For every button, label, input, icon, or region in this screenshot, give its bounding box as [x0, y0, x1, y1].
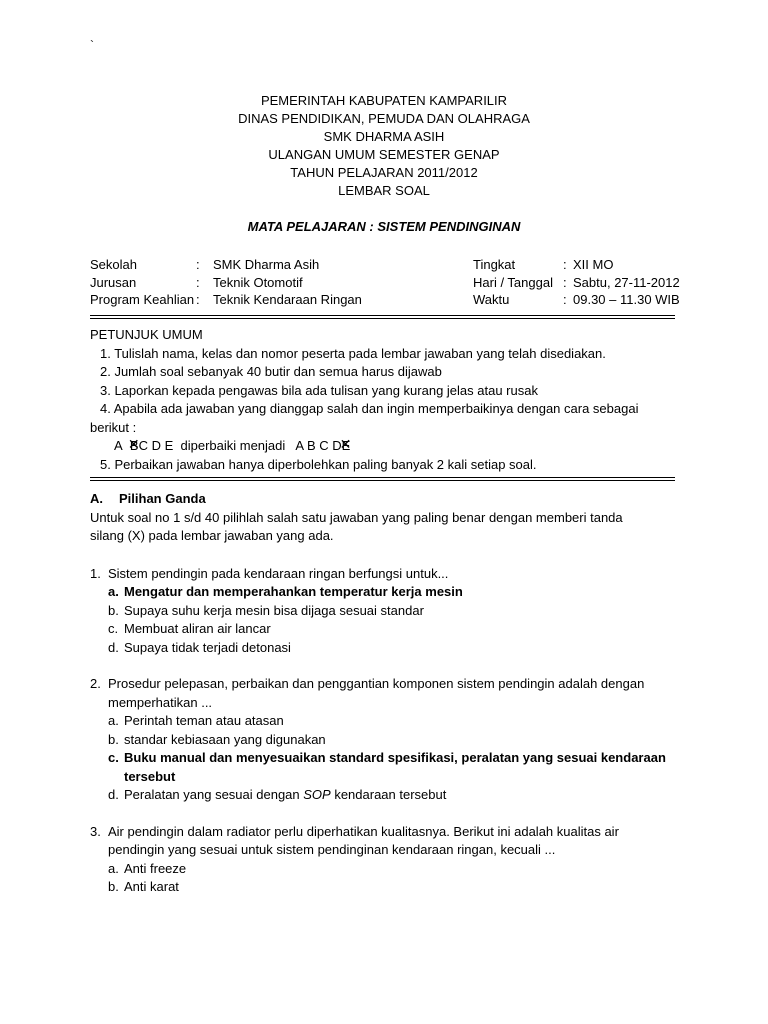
header-line: SMK DHARMA ASIH — [323, 129, 445, 144]
answer-option — [90, 583, 685, 602]
instruction-item: 5. Perbaikan jawaban hanya diperbolehkan paling banyak 2 kali setiap soal. — [100, 456, 537, 472]
option-letter: b. — [108, 731, 119, 747]
option-text: standar kebiasaan yang digunakan — [124, 731, 326, 747]
info-right — [473, 256, 680, 309]
instructions-title: PETUNJUK UMUM — [90, 327, 203, 342]
section-title — [90, 490, 685, 509]
question-text — [108, 675, 644, 712]
answer-option — [90, 602, 685, 621]
option-text: Anti karat — [124, 879, 179, 894]
question-line: Prosedur pelepasan, perbaikan dan penggantian komponen sistem pendingin adalah dengan — [108, 676, 645, 691]
question-line: memperhatikan ... — [108, 694, 213, 710]
info-colon: : — [196, 257, 200, 272]
answer-option — [90, 860, 685, 879]
option-letter: d. — [108, 639, 119, 655]
example-text: diperbaiki menjadi — [180, 438, 286, 453]
info-key: Program Keahlian — [90, 292, 195, 307]
info-row — [90, 274, 362, 292]
option-text: Perintah teman atau atasan — [124, 713, 284, 728]
crossed-option: E ✕ — [342, 437, 351, 456]
example-option: A B C D — [295, 438, 342, 453]
option-text: Anti freeze — [124, 860, 187, 876]
info-colon: : — [563, 257, 567, 272]
section-name: Pilihan Ganda — [119, 491, 206, 506]
info-colon: : — [196, 292, 200, 307]
info-value: XII MO — [573, 257, 614, 272]
general-instructions — [90, 326, 675, 474]
question-stem — [90, 565, 685, 584]
option-text: Supaya tidak terjadi detonasi — [124, 639, 291, 655]
subject-title: MATA PELAJARAN : SISTEM PENDINGINAN — [247, 219, 521, 234]
header-line: ULANGAN UMUM SEMESTER GENAP — [268, 147, 500, 162]
answer-option — [90, 620, 685, 639]
info-key: Tingkat — [473, 257, 516, 272]
option-letter: a. — [108, 584, 119, 599]
info-key: Hari / Tanggal — [473, 274, 553, 290]
divider-double-line — [90, 477, 675, 481]
info-value: Teknik Otomotif — [213, 274, 303, 290]
question-stem — [90, 823, 685, 860]
instruction-item: 1. Tulislah nama, kelas dan nomor peserta pada lembar jawaban yang telah disediakan. — [100, 345, 606, 361]
example-option: A — [114, 438, 123, 453]
section-number: A. — [90, 491, 103, 506]
header-line: PEMERINTAH KABUPATEN KAMPARILIR — [260, 93, 508, 108]
question-number: 2. — [90, 676, 101, 691]
info-colon: : — [196, 274, 200, 290]
question-number: 1. — [90, 565, 101, 581]
option-text — [124, 749, 666, 786]
option-text: Mengatur dan memperahankan temperatur kerja mesin — [124, 584, 463, 599]
option-fragment-italic: SOP — [303, 787, 331, 802]
option-letter: c. — [108, 750, 119, 765]
info-key: Waktu — [473, 292, 510, 307]
crossed-option: B ✕ — [130, 437, 139, 456]
question-line: pendingin yang sesuai untuk sistem pendinginan kendaraan ringan, kecuali ... — [108, 842, 556, 857]
divider-double-line — [90, 315, 675, 319]
info-key: Sekolah — [90, 257, 137, 272]
answer-option — [90, 749, 685, 786]
correction-example — [90, 437, 675, 456]
option-fragment: kendaraan tersebut — [330, 787, 447, 802]
question-text — [108, 823, 619, 860]
option-fragment: Peralatan yang sesuai dengan — [124, 787, 304, 802]
question-stem — [90, 675, 685, 712]
example-option: C D E — [138, 438, 174, 453]
answer-option — [90, 712, 685, 731]
instruction-item: 4. Apabila ada jawaban yang dianggap salah dan ingin memperbaikinya dengan cara sebagai — [100, 401, 639, 416]
option-line: Buku manual dan menyesuaikan standard spesifikasi, peralatan yang sesuai kendaraan — [124, 750, 666, 765]
answer-option — [90, 639, 685, 658]
document-header — [90, 92, 678, 200]
stray-mark: ` — [90, 38, 94, 52]
info-row — [473, 291, 680, 309]
instruction-item: 3. Laporkan kepada pengawas bila ada tulisan yang kurang jelas atau rusak — [100, 382, 538, 398]
option-letter: a. — [108, 713, 119, 728]
instruction-item: 2. Jumlah soal sebanyak 40 butir dan semua harus dijawab — [100, 364, 442, 379]
answer-option — [90, 731, 685, 750]
option-text: Supaya suhu kerja mesin bisa dijaga sesuai standar — [124, 602, 424, 618]
option-letter: c. — [108, 621, 119, 636]
section-intro: Untuk soal no 1 s/d 40 pilihlah salah satu jawaban yang paling benar dengan memberi tanda — [90, 509, 623, 525]
option-letter: b. — [108, 602, 119, 618]
info-colon: : — [563, 274, 567, 290]
answer-option — [90, 878, 685, 897]
header-line: DINAS PENDIDIKAN, PEMUDA DAN OLAHRAGA — [238, 111, 530, 126]
info-row — [90, 256, 362, 274]
question — [90, 823, 685, 897]
info-left — [90, 256, 362, 309]
info-value: SMK Dharma Asih — [213, 257, 320, 272]
question — [90, 675, 685, 805]
info-value: Sabtu, 27-11-2012 — [573, 274, 680, 290]
section-intro: silang (X) pada lembar jawaban yang ada. — [90, 528, 334, 543]
option-letter: a. — [108, 860, 119, 876]
question-line: Air pendingin dalam radiator perlu diperhatikan kualitasnya. Berikut ini adalah kualitas air — [108, 823, 619, 839]
info-key: Jurusan — [90, 274, 137, 290]
info-value: Teknik Kendaraan Ringan — [213, 292, 362, 307]
info-row — [473, 256, 680, 274]
option-text: Membuat aliran air lancar — [124, 621, 271, 636]
option-text — [124, 786, 446, 805]
header-line: TAHUN PELAJARAN 2011/2012 — [290, 165, 478, 180]
option-letter: b. — [108, 879, 119, 894]
info-row — [90, 291, 362, 309]
question-number: 3. — [90, 823, 101, 839]
info-value: 09.30 – 11.30 WIB — [573, 292, 680, 307]
option-line: tersebut — [124, 768, 176, 784]
section-multiple-choice — [90, 490, 685, 897]
question — [90, 565, 685, 658]
header-line: LEMBAR SOAL — [338, 183, 430, 198]
question-text: Sistem pendingin pada kendaraan ringan berfungsi untuk... — [108, 565, 449, 581]
info-row — [473, 274, 680, 292]
option-letter: d. — [108, 787, 119, 802]
info-colon: : — [563, 292, 567, 307]
instruction-item-continuation: berikut : — [90, 419, 137, 435]
answer-option — [90, 786, 685, 805]
